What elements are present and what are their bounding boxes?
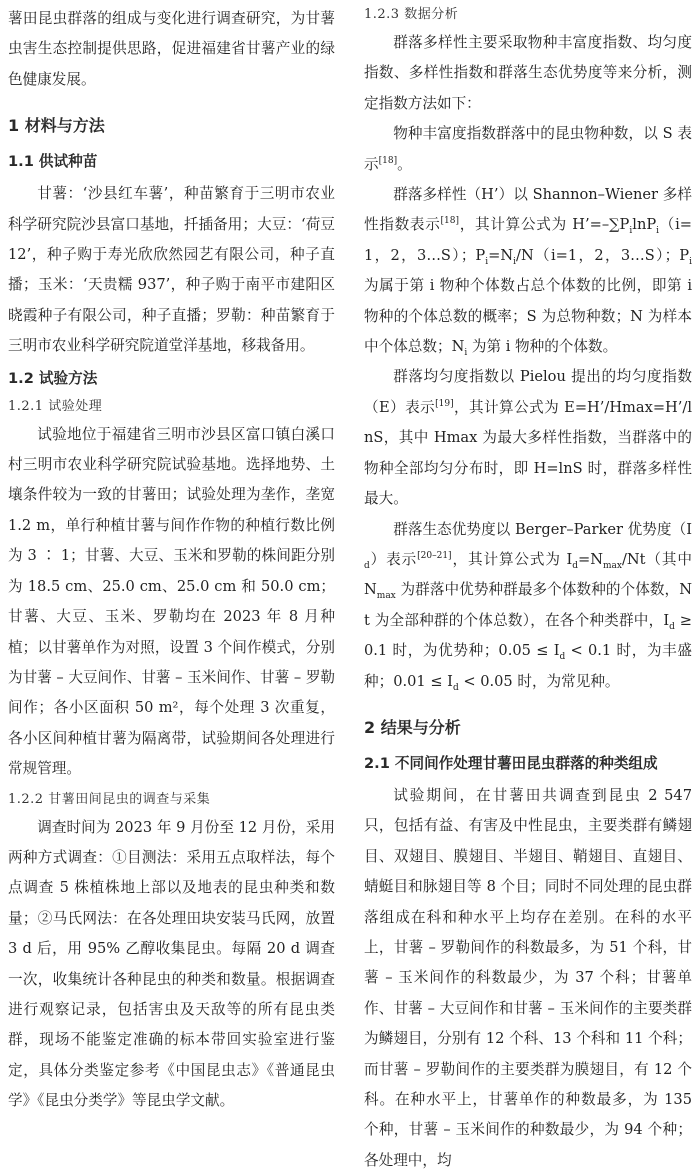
paragraph-berger-parker: 群落生态优势度以 Berger–Parker 优势度$(I_d)$表示[20–21]，其计算公式为 $I_d=N_{max}/Nt$（其中 $N_{max}$ 为群落中优势种群最多个体数种的个体数，Nt 为全部种群的个体总数），在各个种类群中，$I_d \ge 0.1$ 时，为优势种；$0.05 \le I_d < 0.1$ 时，为丰盛种；$0.01 \le I_d < 0.05$ 时，为常见种。: [364, 520, 692, 693]
subsection-heading-1-2-1: 1.2.1 试验处理: [8, 398, 103, 414]
section-heading-2-1: 2.1 不同间作处理甘薯田昆虫群落的种类组成: [364, 754, 658, 772]
section-heading-1-1: 1.1 供试种苗: [8, 153, 98, 171]
left-column: [8, 4, 335, 1117]
paragraph-shannon: 群落多样性（H’）以 Shannon–Wiener 多样性指数表示[18]，其计算公式为 $H’=-\sum P_i\ln P_i(i=1$，2，3…S）；$P_i=N_i/N(i=1$，2，3…S）；$P_i$ 为属于第 i 物种个体数占总个体数的比例，即第 i 物种的个体总数的概率；S 为总物种数；N 为样本中个体总数；$N_i$ 为第 i 物种的个体数。: [364, 186, 692, 358]
paragraph-survey: 调查时间为 2023 年 9 月份至 12 月份，采用两种方式调查：①目测法：采用五点取样法，每个点调查 5 株植株地上部以及地表的昆虫种类和数量；②马氏网法：在各处理田块安装马氏网，放置 3 d 后，用 95% 乙醇收集昆虫。每隔 20 d 调查一次，收集统计各种昆虫的种类和数量。根据调查进行观察记录，包括害虫及天敌等的所有昆虫类群，现场不能鉴定准确的标本带回实验室进行鉴定，具体分类鉴定参考《中国昆虫志》《普通昆虫学》《昆虫分类学》等昆虫学文献。: [8, 818, 335, 1110]
paragraph-treatment: 试验地位于福建省三明市沙县区富口镇白溪口村三明市农业科学研究院试验基地。选择地势、土壤条件较为一致的甘薯田；试验处理为垄作，垄宽 1.2 m，单行种植甘薯与间作作物的种植行数比例为 3 ∶ 1；甘薯、大豆、玉米和罗勒的株间距分别为 18.5 cm、25.0 cm、25.0 cm 和 50.0 cm；甘薯、大豆、玉米、罗勒均在 2023 年 8 月种植；以甘薯单作为对照，设置 3 个间作模式，分别为甘薯 – 大豆间作、甘薯 – 玉米间作、甘薯 – 罗勒间作；各小区面积 50 m²，每个处理 3 次重复，各小区间种植甘薯为隔离带，试验期间各处理进行常规管理。: [8, 425, 336, 778]
section-heading-materials: 1 材料与方法: [8, 116, 105, 136]
citation: [18]: [440, 216, 460, 227]
intro-paragraph: 薯田昆虫群落的组成与变化进行调查研究，为甘薯虫害生态控制提供思路，促进福建省甘薯产业的绿色健康发展。: [8, 10, 335, 88]
section-heading-1-2: 1.2 试验方法: [8, 369, 98, 387]
section-heading-results: 2 结果与分析: [364, 717, 461, 737]
paragraph-pielou: 群落均匀度指数以 Pielou 提出的均匀度指数（E）表示[19]，其计算公式为 E=H’/Hmax=H’/lnS，其中 Hmax 为最大多样性指数，当群落中的物种全部均匀分布时，即 H=lnS 时，群落多样性最大。: [364, 368, 692, 508]
paragraph-composition: 试验期间，在甘薯田共调查到昆虫 2 547 只，包括有益、有害及中性昆虫，主要类群有鳞翅目、双翅目、膜翅目、半翅目、鞘翅目、直翅目、蜻蜓目和脉翅目等 8 个目；同时不同处理的昆虫群落组成在科和种水平上均存在差别。在科的水平上，甘薯 – 罗勒间作的科数最多，为 51 个科，甘薯 – 玉米间作的科数最少，为 37 个科；甘薯单作、甘薯 – 大豆间作和甘薯 – 玉米间作的主要类群为鳞翅目，分别有 12 个科、13 个科和 11 个科；而甘薯 – 罗勒间作的主要类群为膜翅目，有 12 个科。在种水平上，甘薯单作的种数最多，为 135 个种，甘薯 – 玉米间作的种数最少，为 94 个种；各处理中，均: [364, 786, 692, 1169]
citation: [19]: [435, 399, 454, 410]
subsection-heading-1-2-3: 1.2.3 数据分析: [364, 7, 459, 22]
paragraph-richness: 物种丰富度指数群落中的昆虫物种数，以 S 表示[18]。: [364, 125, 692, 173]
citation: [18]: [378, 155, 398, 166]
paragraph-analysis-intro: 群落多样性主要采取物种丰富度指数、均匀度指数、多样性指数和群落生态优势度等来分析，测定指数方法如下：: [364, 34, 692, 112]
subsection-heading-1-2-2: 1.2.2 甘薯田间昆虫的调查与采集: [8, 791, 211, 807]
citation: [20–21]: [417, 551, 452, 562]
paragraph-seedlings: 甘薯：‘沙县红车薯’，种苗繁育于三明市农业科学研究院沙县富口基地，扦插备用；大豆：‘荷豆 12’，种子购于寿光欣欣然园艺有限公司，种子直播；玉米：‘天贵糯 937’，种子购于南平市建阳区晓霞种子有限公司，种子直播；罗勒：种苗繁育于三明市农业科学研究院道堂洋基地，移栽备用。: [8, 185, 335, 355]
right-column: [364, 4, 692, 1176]
